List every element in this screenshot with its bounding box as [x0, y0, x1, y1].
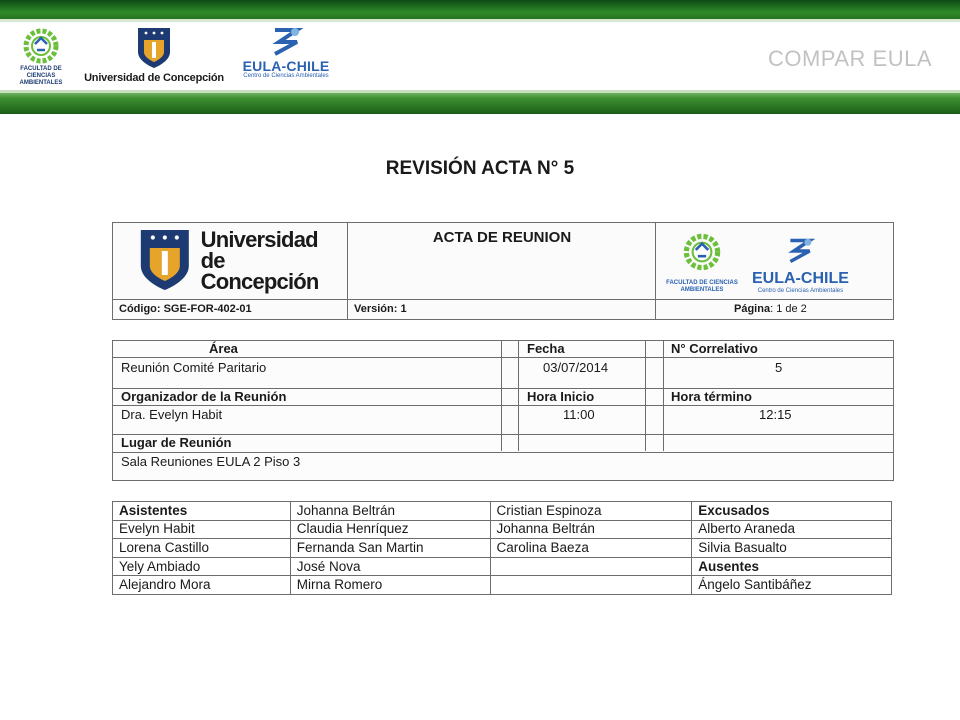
- hora-inicio-label: Hora Inicio: [527, 389, 595, 404]
- ausentes-label: Ausentes: [692, 557, 892, 576]
- acta-eula-caption: EULA-CHILE: [752, 270, 849, 287]
- organizador-value: Dra. Evelyn Habit: [121, 407, 223, 422]
- udec-shield-icon: [137, 227, 193, 293]
- acta-title-cell: [348, 223, 656, 299]
- list-item: [490, 557, 692, 576]
- organizador-label: Organizador de la Reunión: [121, 389, 287, 404]
- list-item: Cristian Espinoza: [490, 502, 692, 521]
- list-item: Johanna Beltrán: [290, 502, 490, 521]
- lugar-table: [112, 434, 894, 481]
- list-item: Mirna Romero: [290, 576, 490, 595]
- acta-codigo: Código: SGE-FOR-402-01: [113, 300, 348, 320]
- gear-icon: [677, 229, 727, 275]
- attendees-table: [112, 501, 892, 595]
- acta-pagina: [656, 300, 892, 320]
- eula-emblem-icon: [269, 26, 303, 58]
- udec-shield-icon: [136, 26, 172, 70]
- acta-facultad-caption: FACULTAD DE CIENCIAS AMBIENTALES: [666, 280, 738, 293]
- acta-udec-logo: [137, 227, 347, 293]
- list-item: Ángelo Santibáñez: [692, 576, 892, 595]
- udec-logo: [84, 26, 224, 84]
- lugar-label: Lugar de Reunión: [121, 435, 232, 450]
- eula-logo-caption: EULA-CHILE: [242, 58, 330, 74]
- table-row: [113, 502, 892, 521]
- acta-title: ACTA DE REUNION: [432, 229, 572, 246]
- list-item: Silvia Basualto: [692, 539, 892, 558]
- udec-logo-caption: Universidad de Concepción: [84, 72, 224, 84]
- list-item: Yely Ambiado: [113, 557, 291, 576]
- acta-udec-line2: de Concepción: [200, 247, 319, 294]
- list-item: Carolina Baeza: [490, 539, 692, 558]
- header-top-band: [0, 0, 960, 22]
- fecha-label: Fecha: [527, 341, 565, 356]
- hora-inicio-value: 11:00: [563, 407, 595, 422]
- table-row: [113, 539, 892, 558]
- hora-termino-label: Hora término: [671, 389, 752, 404]
- header-bottom-band: [0, 90, 960, 114]
- correlativo-label: N° Correlativo: [671, 341, 758, 356]
- list-item: Fernanda San Martin: [290, 539, 490, 558]
- acta-pagina-label: Página: [734, 303, 771, 315]
- eula-emblem-icon: [785, 237, 815, 265]
- acta-header-box: [112, 222, 894, 320]
- eula-logo: [234, 26, 338, 79]
- list-item: Johanna Beltrán: [490, 520, 692, 539]
- fecha-value: 03/07/2014: [543, 360, 609, 375]
- brand-title: COMPAR EULA: [767, 46, 932, 71]
- area-value: Reunión Comité Paritario: [121, 360, 267, 375]
- list-item: Claudia Henríquez: [290, 520, 490, 539]
- list-item: Evelyn Habit: [113, 520, 291, 539]
- page-title: REVISIÓN ACTA N° 5: [385, 158, 575, 179]
- asistentes-label: Asistentes: [113, 502, 291, 521]
- excusados-label: Excusados: [692, 502, 892, 521]
- organizador-table: [112, 388, 894, 435]
- acta-udec-cell: [113, 223, 348, 299]
- list-item: Lorena Castillo: [113, 539, 291, 558]
- gear-icon: [17, 26, 65, 66]
- acta-eula-subcaption: Centro de Ciencias Ambientales: [757, 288, 844, 294]
- table-row: [113, 576, 892, 595]
- acta-meta-row: [113, 299, 892, 319]
- lugar-value: Sala Reuniones EULA 2 Piso 3: [121, 454, 301, 469]
- area-label: Área: [209, 341, 238, 356]
- hora-termino-value: 12:15: [759, 407, 792, 422]
- list-item: Alberto Araneda: [692, 520, 892, 539]
- area-table: [112, 340, 894, 389]
- table-row: [113, 520, 892, 539]
- list-item: José Nova: [290, 557, 490, 576]
- acta-eula-logo: [752, 237, 849, 294]
- list-item: Alejandro Mora: [113, 576, 291, 595]
- acta-facultad-logo: [658, 229, 746, 294]
- acta-version: Versión: 1: [348, 300, 656, 320]
- facultad-logo-caption: FACULTAD DE CIENCIAS AMBIENTALES: [19, 66, 63, 86]
- list-item: [490, 576, 692, 595]
- correlativo-value: 5: [775, 360, 783, 375]
- acta-logos-cell: [656, 223, 895, 299]
- facultad-logo: [6, 26, 76, 87]
- acta-pagina-value: : 1 de 2: [770, 303, 807, 315]
- acta-udec-line1: Universidad: [200, 226, 318, 252]
- eula-logo-subcaption: Centro de Ciencias Ambientales: [243, 73, 329, 79]
- table-row: [113, 557, 892, 576]
